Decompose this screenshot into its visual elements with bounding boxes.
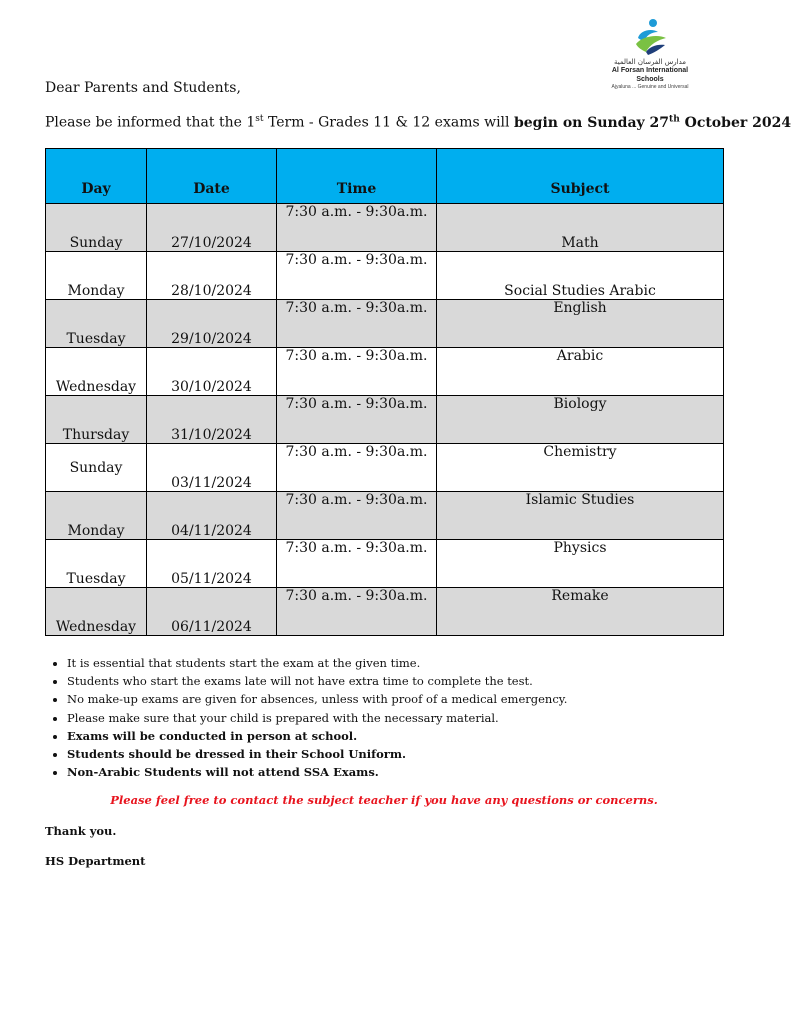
closing-text: Thank you. bbox=[45, 824, 117, 838]
header-day: Day bbox=[46, 149, 147, 204]
table-row bbox=[46, 252, 724, 300]
cell-day: Tuesday bbox=[46, 300, 147, 348]
logo-tagline: Ajyaluna ... Genuine and Universal bbox=[611, 84, 689, 90]
table-row bbox=[46, 540, 724, 588]
cell-time: 7:30 a.m. - 9:30a.m. bbox=[277, 300, 437, 348]
list-item: • Students who start the exams late will not have extra time to complete the test. bbox=[67, 672, 727, 690]
intro-bold-1: begin on Sunday 27 bbox=[513, 114, 670, 131]
intro-paragraph bbox=[45, 114, 791, 131]
header-time: Time bbox=[277, 149, 437, 204]
cell-date: 27/10/2024 bbox=[147, 204, 277, 252]
cell-time: 7:30 a.m. - 9:30a.m. bbox=[277, 204, 437, 252]
cell-day: Wednesday bbox=[46, 588, 147, 636]
school-logo bbox=[600, 18, 700, 93]
intro-text-1: Please be informed that the 1 bbox=[45, 114, 256, 131]
cell-subject: Biology bbox=[437, 396, 724, 444]
logo-arabic-name: مدارس الفرسان العالمية bbox=[614, 58, 686, 66]
cell-date: 06/11/2024 bbox=[147, 588, 277, 636]
table-row bbox=[46, 348, 724, 396]
cell-day: Monday bbox=[46, 252, 147, 300]
cell-time: 7:30 a.m. - 9:30a.m. bbox=[277, 444, 437, 492]
cell-subject: Islamic Studies bbox=[437, 492, 724, 540]
contact-note: Please feel free to contact the subject teacher if you have any questions or concerns. bbox=[110, 793, 658, 807]
cell-day: Tuesday bbox=[46, 540, 147, 588]
cell-day: Wednesday bbox=[46, 348, 147, 396]
cell-subject: Social Studies Arabic bbox=[437, 252, 724, 300]
cell-day: Sunday bbox=[46, 204, 147, 252]
logo-english-name: Al Forsan International Schools bbox=[611, 67, 689, 83]
cell-date: 04/11/2024 bbox=[147, 492, 277, 540]
cell-time: 7:30 a.m. - 9:30a.m. bbox=[277, 540, 437, 588]
table-header-row bbox=[46, 149, 724, 204]
exam-schedule-table bbox=[45, 148, 724, 636]
table-row bbox=[46, 492, 724, 540]
intro-text-2: Term - Grades 11 & 12 exams will bbox=[263, 114, 514, 131]
list-item: • Please make sure that your child is prepared with the necessary material. bbox=[67, 709, 727, 727]
cell-subject: Remake bbox=[437, 588, 724, 636]
cell-time: 7:30 a.m. - 9:30a.m. bbox=[277, 588, 437, 636]
cell-date: 05/11/2024 bbox=[147, 540, 277, 588]
table-row bbox=[46, 444, 724, 492]
cell-subject: Physics bbox=[437, 540, 724, 588]
cell-date: 28/10/2024 bbox=[147, 252, 277, 300]
table-row bbox=[46, 588, 724, 636]
header-date: Date bbox=[147, 149, 277, 204]
intro-sup-2: th bbox=[669, 114, 680, 124]
cell-time: 7:30 a.m. - 9:30a.m. bbox=[277, 396, 437, 444]
cell-day: Thursday bbox=[46, 396, 147, 444]
cell-date: 30/10/2024 bbox=[147, 348, 277, 396]
cell-day: Monday bbox=[46, 492, 147, 540]
intro-sup-1: st bbox=[255, 114, 264, 124]
exam-rules-list bbox=[45, 654, 727, 781]
cell-date: 03/11/2024 bbox=[147, 444, 277, 492]
list-item: • Students should be dressed in their School Uniform. bbox=[67, 745, 727, 763]
cell-date: 29/10/2024 bbox=[147, 300, 277, 348]
list-item: • It is essential that students start the exam at the given time. bbox=[67, 654, 727, 672]
header-subject: Subject bbox=[437, 149, 724, 204]
greeting: Dear Parents and Students, bbox=[45, 80, 241, 96]
signature-department: HS Department bbox=[45, 854, 146, 868]
al-forsan-figure-icon bbox=[632, 18, 668, 56]
list-item: • No make-up exams are given for absences, unless with proof of a medical emergency. bbox=[67, 690, 727, 708]
intro-bold-2: October 2024 bbox=[679, 114, 791, 131]
cell-date: 31/10/2024 bbox=[147, 396, 277, 444]
cell-time: 7:30 a.m. - 9:30a.m. bbox=[277, 348, 437, 396]
cell-subject: English bbox=[437, 300, 724, 348]
cell-time: 7:30 a.m. - 9:30a.m. bbox=[277, 252, 437, 300]
list-item: • Non-Arabic Students will not attend SSA Exams. bbox=[67, 763, 727, 781]
table-row bbox=[46, 396, 724, 444]
cell-subject: Math bbox=[437, 204, 724, 252]
table-row bbox=[46, 204, 724, 252]
list-item: • Exams will be conducted in person at school. bbox=[67, 727, 727, 745]
table-row bbox=[46, 300, 724, 348]
cell-day: Sunday bbox=[46, 444, 147, 492]
cell-subject: Arabic bbox=[437, 348, 724, 396]
cell-subject: Chemistry bbox=[437, 444, 724, 492]
cell-time: 7:30 a.m. - 9:30a.m. bbox=[277, 492, 437, 540]
